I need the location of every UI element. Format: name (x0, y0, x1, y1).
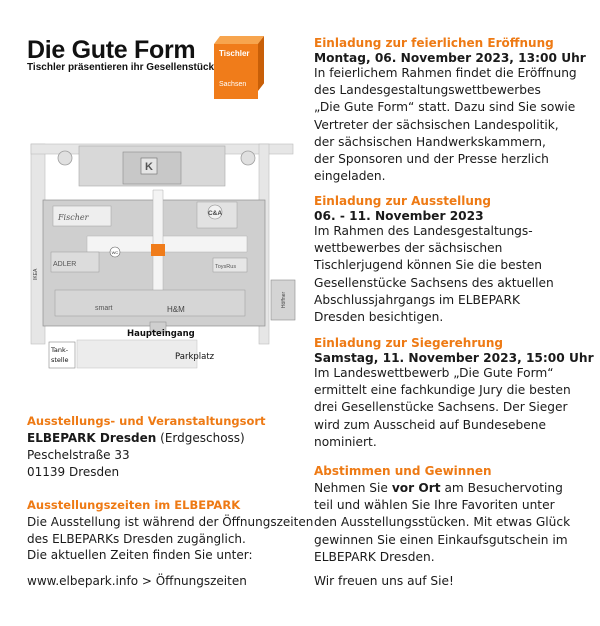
map-label-hm: H&M (167, 305, 185, 314)
body-line: teil und wählen Sie Ihre Favoriten unter (314, 498, 555, 513)
map-label-hoffner: Höffner (281, 291, 287, 309)
section-opening (314, 36, 586, 185)
venue-name: ELBEPARK Dresden (27, 431, 157, 445)
logo-label-sachsen: Sachsen (219, 81, 247, 88)
body-line: den Ausstellungsstücken. Mit etwas Glück (314, 515, 571, 530)
section-heading: Einladung zur Ausstellung (314, 194, 492, 208)
body-line: drei Gesellenstücke Sachsens. Der Sieger (314, 400, 568, 415)
elbepark-link[interactable]: www.elbepark.info > Öffnungszeiten (27, 574, 247, 588)
body-line: wettbewerbes der sächsischen (314, 241, 503, 256)
body-line (314, 480, 586, 497)
body-line: Vertreter der sächsischen Landespolitik, (314, 117, 559, 132)
body-line: Im Rahmen des Landesgestaltungs- (314, 224, 533, 238)
body-line: ELBEPARK Dresden. (314, 549, 435, 564)
body-line: wird zum Ausscheid auf Bundesebene (314, 417, 547, 432)
poster-subtitle: Tischler präsentieren ihr Gesellenstück (27, 62, 215, 73)
hours-line: des ELBEPARKs Dresden zugänglich. (27, 531, 246, 546)
section-award (314, 336, 594, 451)
body-line: eingeladen. (314, 169, 386, 184)
map-label-ca: C&A (207, 210, 223, 217)
section-exhibition (314, 194, 586, 326)
body-line: In feierlichem Rahmen findet die Eröffnung (314, 66, 577, 80)
closing-line: Wir freuen uns auf Sie! (314, 574, 454, 588)
body-line: „Die Gute Form“ statt. Dazu sind Sie sowie (314, 100, 576, 115)
body-line: des Landesgestaltungswettbewerbes (314, 83, 541, 98)
voting-line1-bold: vor Ort (391, 481, 441, 495)
section-heading: Einladung zur Siegerehrung (314, 336, 503, 350)
section-date: Montag, 06. November 2023, 13:00 Uhr (314, 51, 586, 65)
exhibition-location-marker (151, 244, 165, 256)
logo-cube-side (258, 36, 264, 91)
voting-line1-pre: Nehmen Sie (314, 481, 392, 495)
venue-note: (Erdgeschoss) (156, 431, 245, 445)
elbepark-site-map (27, 140, 299, 372)
venue-line (27, 430, 245, 447)
section-voting (314, 464, 586, 566)
hours-heading: Ausstellungszeiten im ELBEPARK (27, 498, 241, 512)
map-label-parkplatz: Parkplatz (175, 352, 215, 362)
tischler-sachsen-logo (214, 36, 264, 99)
section-heading: Einladung zur feierlichen Eröffnung (314, 36, 554, 50)
section-heading: Abstimmen und Gewinnen (314, 464, 492, 478)
section-date: Samstag, 11. November 2023, 15:00 Uhr (314, 351, 594, 365)
map-label-adler: ADLER (53, 261, 77, 268)
hours-line: Die Ausstellung ist während der Öffnungszeiten (27, 515, 314, 529)
logo-cube-top (214, 36, 264, 44)
section-body (314, 65, 586, 185)
body-line: der Sponsoren und der Presse herzlich (314, 152, 549, 167)
map-label-smart: smart (95, 305, 113, 312)
body-line: Tischlerjugend können Sie die besten (314, 258, 543, 273)
body-line: Dresden besichtigen. (314, 310, 444, 325)
hours-text (27, 514, 313, 564)
map-label-fischer: Fischer (58, 213, 89, 222)
poster-title: Die Gute Form (27, 36, 196, 64)
map-label-kaufland: K (145, 161, 153, 173)
section-body (314, 365, 586, 451)
map-label-tankstelle-2: stelle (51, 356, 69, 364)
body-line: Im Landeswettbewerb „Die Gute Form“ (314, 366, 554, 380)
map-label-haupteingang: Haupteingang (127, 329, 195, 339)
site-map-graphic (27, 140, 299, 372)
section-body (314, 223, 586, 326)
hours-line: Die aktuellen Zeiten finden Sie unter: (27, 548, 253, 563)
map-label-ikea: IKEA (33, 268, 39, 280)
map-label-tankstelle-1: Tank- (51, 346, 69, 354)
logo-label-tischler: Tischler (219, 49, 250, 58)
section-date: 06. - 11. November 2023 (314, 209, 484, 223)
body-line: gewinnen Sie einen Einkaufsgutschein im (314, 532, 568, 547)
map-label-wc: WC (111, 250, 119, 255)
map-label-toys: ToysRus (215, 264, 237, 270)
body-line: Abschlussjahrgangs im ELBEPARK (314, 292, 520, 307)
section-body (314, 480, 586, 566)
body-line: der sächsischen Handwerkskammern, (314, 134, 546, 149)
body-line: nominiert. (314, 434, 377, 449)
location-heading: Ausstellungs- und Veranstaltungsort (27, 414, 266, 428)
venue-city: 01139 Dresden (27, 465, 120, 479)
voting-line1-post: am Besuchervoting (440, 481, 563, 495)
body-line: Gesellenstücke Sachsens des aktuellen (314, 275, 554, 290)
body-line: ermittelt eine fachkundige Jury die besten (314, 383, 571, 398)
venue-street: Peschelstraße 33 (27, 448, 130, 462)
